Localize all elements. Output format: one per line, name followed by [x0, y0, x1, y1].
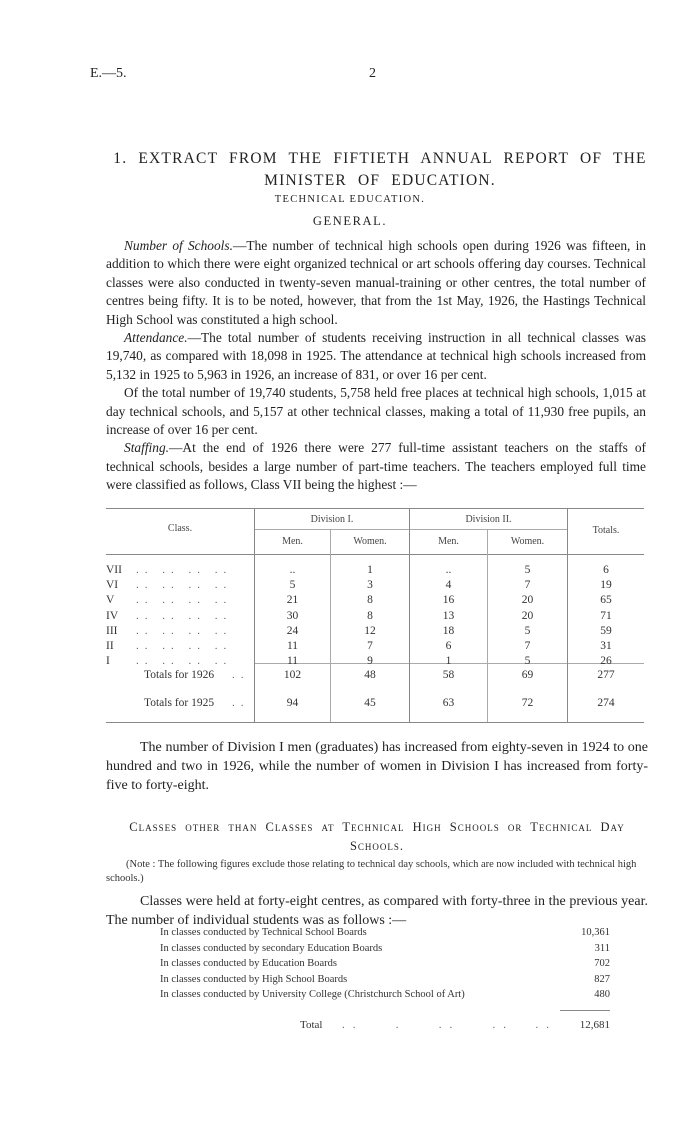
- row-cell-d1w: 1: [367, 564, 373, 576]
- row-cell-d1w: 12: [364, 624, 376, 637]
- lead-number-of-schools: Number of Schools.: [124, 238, 233, 253]
- row-cell-d1m: 11: [286, 640, 299, 652]
- division-paragraph-block: [106, 738, 648, 795]
- table-top-rule: [106, 508, 644, 509]
- row-leader-dots: .. .. .. ..: [136, 655, 233, 668]
- row-cell-d2m: 16: [442, 594, 455, 607]
- report-title-line2: MINISTER OF EDUCATION.: [264, 172, 496, 189]
- list-item: [160, 989, 610, 1005]
- row-cell-tot: 71: [600, 609, 612, 622]
- paragraph-staffing: [106, 439, 646, 494]
- row-class-label: VII: [106, 564, 122, 576]
- row-cell-d2m: ..: [445, 564, 452, 576]
- row-cell-d2w: 7: [524, 579, 531, 592]
- row-cell-d2w: 5: [524, 655, 531, 668]
- total-label: Total: [300, 1019, 323, 1031]
- header-division-1: Division I.: [310, 514, 354, 525]
- row-cell-d1w: 3: [367, 579, 373, 592]
- row-cell-d1m: 24: [286, 624, 299, 637]
- row-cell-tot: 65: [600, 594, 612, 607]
- row-cell-d2w: 5: [524, 624, 531, 637]
- row-cell-tot: 31: [600, 640, 612, 652]
- classes-section-title-line2: Schools.: [349, 839, 405, 853]
- totals-1926-total: 277: [597, 669, 615, 681]
- row-cell-d2w: 20: [521, 594, 534, 607]
- row-cell-d1m: 11: [286, 655, 299, 668]
- list-item-label: In classes conducted by secondary Education Boards: [160, 942, 383, 954]
- totals-1926-d2-women: 69: [521, 669, 534, 681]
- list-item-value: 827: [594, 973, 610, 985]
- note-text: The following figures exclude those relating to technical day schools, which are now included with technical high schools.): [106, 859, 637, 884]
- totals-1925-leader: ..: [232, 697, 250, 709]
- report-title: [100, 148, 660, 192]
- list-item-label: In classes conducted by High School Boards: [160, 973, 348, 985]
- row-class-label: VI: [106, 579, 119, 592]
- row-cell-d1w: 8: [367, 594, 373, 607]
- row-cell-d2m: 13: [442, 609, 455, 622]
- totals-1926-leader: ..: [232, 669, 250, 681]
- row-cell-d1w: 8: [367, 609, 373, 622]
- text-staffing: —At the end of 1926 there were 277 full-time assistant teachers on the staffs of technical schools, besides a large number of part-time teachers. The teachers employed full time were classified as follows, Class VII being the highest :—: [106, 440, 646, 493]
- lead-staffing: Staffing.: [124, 440, 170, 456]
- row-class-label: IV: [106, 609, 119, 622]
- list-item: [160, 974, 610, 990]
- list-item: [160, 927, 610, 943]
- row-cell-d2m: 1: [445, 655, 452, 668]
- row-leader-dots: .. .. .. ..: [136, 579, 233, 592]
- row-class-label: I: [106, 655, 110, 668]
- row-leader-dots: .. .. .. ..: [136, 640, 233, 652]
- header-division-2: Division II.: [465, 514, 512, 525]
- header-bottom-rule: [106, 554, 644, 555]
- total-value: 12,681: [579, 1019, 610, 1031]
- totals-1925-d1-women: 45: [364, 697, 376, 709]
- list-item-label: In classes conducted by Education Boards: [160, 958, 337, 969]
- report-title-line1: 1. EXTRACT FROM THE FIFTIETH ANNUAL REPORT OF THE: [113, 150, 647, 167]
- row-cell-tot: 59: [600, 624, 612, 637]
- paragraph-classes-held: Classes were held at forty-eight centres, as compared with forty-three in the previous year. The number of individual students was as follows :—: [106, 894, 648, 928]
- list-item-value: 480: [594, 989, 610, 1000]
- row-cell-d2m: 4: [445, 579, 452, 592]
- totals-1925-d2-women: 72: [521, 697, 534, 709]
- section-heading-general: GENERAL.: [312, 214, 388, 228]
- header-totals: Totals.: [592, 525, 620, 536]
- totals-1926-label: Totals for 1926: [144, 669, 215, 681]
- row-cell-d1m: 5: [289, 579, 296, 592]
- page-reference: E.—5.: [90, 66, 127, 81]
- row-cell-d1m: 21: [286, 594, 299, 607]
- row-cell-tot: 19: [600, 579, 612, 592]
- row-cell-d2w: 7: [524, 640, 531, 652]
- paragraph-division-increase: The number of Division I men (graduates) has increased from eighty-seven in 1924 to one hundred and two in 1926, while the number of women in Division I has increased from forty-five to forty-eight.: [106, 740, 648, 793]
- row-cell-tot: 26: [600, 655, 612, 668]
- division-rule: [255, 529, 567, 530]
- row-leader-dots: .. .. .. ..: [136, 564, 233, 576]
- list-item-label: In classes conducted by Technical School Boards: [160, 927, 367, 938]
- row-cell-d1w: 7: [367, 640, 373, 652]
- totals-1925-d2-men: 63: [442, 697, 455, 709]
- text-attendance: —The total number of students receiving instruction in all technical classes was 19,740, as compared with 18,098 in 1925. The attendance at technical high schools increased from 5,132 in 1925 to 5,963 in 1926, an increase of 831, or over 16 per cent.: [106, 330, 646, 382]
- row-cell-tot: 6: [603, 564, 609, 576]
- note-lead: (Note :: [126, 859, 156, 870]
- row-cell-d2m: 18: [442, 624, 455, 637]
- header-d1-women: Women.: [353, 536, 387, 547]
- totals-1925-total: 274: [597, 697, 615, 709]
- list-item: [160, 958, 610, 974]
- row-leader-dots: .. .. .. ..: [136, 594, 233, 607]
- row-leader-dots: .. .. .. ..: [136, 609, 233, 622]
- row-cell-d1m: ..: [289, 564, 296, 576]
- table-bottom-rule: [106, 722, 644, 723]
- header-d2-men: Men.: [438, 536, 459, 547]
- totals-1926-d1-women: 48: [364, 669, 376, 681]
- row-class-label: III: [106, 624, 118, 637]
- page-number: 2: [369, 66, 376, 81]
- list-item-label: In classes conducted by University College (Christchurch School of Art): [160, 989, 465, 1000]
- header-class: Class.: [167, 523, 193, 534]
- row-cell-d2w: 20: [521, 609, 534, 622]
- list-item: [160, 943, 610, 959]
- totals-1925-label: Totals for 1925: [144, 697, 215, 709]
- row-class-label: V: [106, 594, 115, 607]
- paragraph-free-places: Of the total number of 19,740 students, 5,758 held free places at technical high schools, 1,015 at day technical schools, and 5,157 at other technical classes, making a total of 11,930 free pupils, an increase of over 16 per cent.: [106, 385, 646, 438]
- list-item-value: 311: [594, 942, 610, 954]
- paragraph-number-of-schools: [106, 237, 646, 329]
- header-d2-women: Women.: [510, 536, 545, 547]
- list-item-value: 702: [594, 958, 610, 969]
- row-class-label: II: [106, 640, 114, 652]
- text-number-of-schools: —The number of technical high schools open during 1926 was fifteen, in addition to which there were eight organized technical or art schools offering day courses. Technical classes were also conducted in twenty-seven manual-training or other centres, the total number of centres being fifty. It is to be noted, however, that from the 1st May, 1926, the Hastings Technical High School was constituted a high school.: [106, 238, 646, 327]
- totals-1926-d1-men: 102: [283, 669, 302, 681]
- report-subtitle: TECHNICAL EDUCATION.: [274, 194, 426, 205]
- totals-1925-d1-men: 94: [286, 697, 299, 709]
- classes-paragraph-block: [106, 892, 648, 930]
- paragraph-attendance: [106, 329, 646, 384]
- total-rule: [560, 1010, 610, 1011]
- row-leader-dots: .. .. .. ..: [136, 624, 233, 637]
- general-body: [106, 237, 646, 495]
- row-cell-d2w: 5: [524, 564, 531, 576]
- note-block: [106, 858, 648, 886]
- list-item-value: 10,361: [581, 927, 610, 938]
- total-leader: .. . .. .. ..: [342, 1019, 557, 1031]
- note-paragraph: [106, 858, 648, 886]
- totals-1926-d2-men: 58: [442, 669, 455, 681]
- header-d1-men: Men.: [282, 536, 303, 547]
- classes-section-title-line1: Classes other than Classes at Technical High Schools or Technical Day: [129, 820, 625, 834]
- classes-section-title: [106, 818, 648, 856]
- row-cell-d1w: 9: [367, 655, 373, 668]
- row-cell-d1m: 30: [286, 609, 299, 622]
- row-cell-d2m: 6: [445, 640, 452, 652]
- student-count-list: [160, 927, 610, 1005]
- lead-attendance: Attendance.: [124, 330, 188, 346]
